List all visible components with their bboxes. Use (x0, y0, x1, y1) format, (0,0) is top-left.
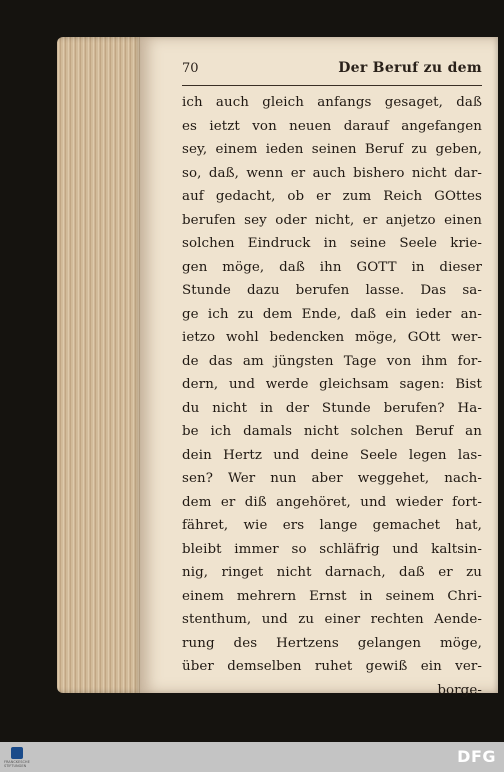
text-line: borge- (437, 682, 482, 698)
text-line: ietzo wohl bedencken möge, GOtt wer- (182, 330, 482, 345)
text-line: be ich damals nicht solchen Beruf an (182, 424, 482, 439)
text-line: ich auch gleich anfangs gesaget, daß (182, 95, 482, 110)
text-line: auf gedacht, ob er zum Reich GOttes (182, 189, 482, 204)
text-line: solchen Eindruck in seine Seele krie- (182, 236, 482, 251)
running-head: Der Beruf zu dem (338, 60, 482, 76)
dfg-logo: DFG (457, 747, 496, 766)
book-page-edges (57, 37, 143, 693)
viewer-footer-bar (0, 742, 504, 772)
text-line: dern, und werde gleichsam sagen: Bist (182, 377, 482, 392)
text-line: sey, einem ieden seinen Beruf zu geben, (182, 142, 482, 157)
text-line: so, daß, wenn er auch bishero nicht dar- (182, 165, 482, 181)
text-line: Stunde dazu berufen lasse. Das sa- (182, 283, 482, 298)
text-line: ge ich zu dem Ende, daß ein ieder an- (182, 306, 482, 322)
text-line: es ietzt von neuen darauf angefangen (182, 118, 482, 134)
institution-logo-caption: FRANCKESCHE STIFTUNGEN (4, 759, 30, 768)
text-line: nig, ringet nicht darnach, daß er zu (182, 565, 482, 580)
text-line: dem er diß angehöret, und wieder fort- (182, 494, 482, 510)
text-line: gen möge, daß ihn GOTT in dieser (182, 259, 482, 275)
text-line: über demselben ruhet gewiß ein ver- (182, 659, 482, 674)
text-line: sen? Wer nun aber weggehet, nach- (182, 471, 482, 486)
text-line: rung des Hertzens gelangen möge, (182, 635, 482, 651)
page-header (182, 60, 482, 80)
text-line: einem mehrern Ernst in seinem Chri- (182, 588, 482, 604)
text-line: bleibt immer so schläfrig und kaltsin- (182, 541, 482, 557)
institution-logo-icon (11, 747, 23, 759)
page-number: 70 (182, 61, 199, 76)
text-line: berufen sey oder nicht, er anjetzo einen (182, 212, 482, 228)
text-line: de das am jüngsten Tage von ihm for- (182, 353, 482, 369)
header-rule (182, 85, 482, 86)
text-line: stenthum, und zu einer rechten Aende- (182, 612, 482, 627)
text-line: fähret, wie ers lange gemachet hat, (182, 518, 482, 533)
text-line: du nicht in der Stunde berufen? Ha- (182, 400, 482, 416)
body-text (182, 91, 482, 702)
institution-logo (4, 744, 30, 770)
book-page (140, 37, 498, 698)
text-line: dein Hertz und deine Seele legen las- (182, 447, 482, 463)
